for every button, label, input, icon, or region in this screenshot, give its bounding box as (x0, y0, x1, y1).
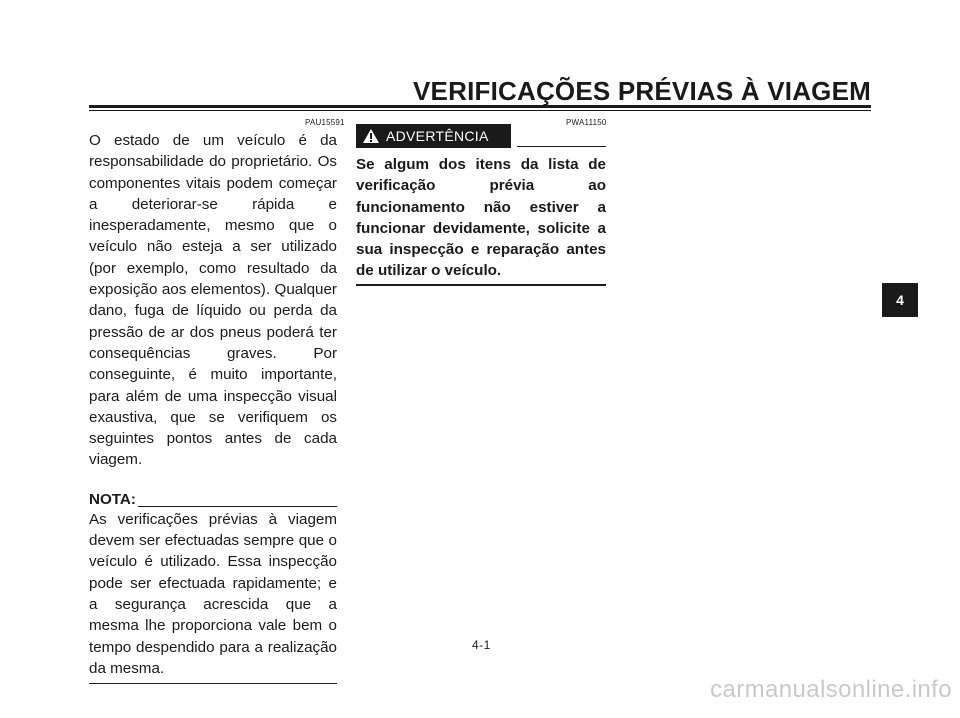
note-header (89, 491, 337, 509)
watermark: carmanualsonline.info (710, 676, 952, 703)
left-column (89, 130, 337, 684)
warning-badge (356, 124, 511, 148)
section-code-right: PWA11150 (566, 118, 607, 127)
warning-label: ADVERTÊNCIA (386, 128, 489, 144)
warning-header-rule (517, 146, 606, 147)
note-paragraph: As verificações prévias à viagem devem ser efectuadas sempre que o veículo é utilizado. Essa inspecção pode ser efectuada rapidamente; e a segurança acrescida que a mesma lhe proporciona vale bem o tempo despendido para a realização da mesma. (89, 510, 337, 677)
note-end-rule (89, 683, 337, 684)
warning-triangle-icon (356, 124, 386, 148)
note-label: NOTA: (89, 490, 136, 508)
chapter-tab: 4 (882, 283, 918, 317)
note-header-rule (138, 506, 337, 507)
page-title: VERIFICAÇÕES PRÉVIAS À VIAGEM (413, 76, 871, 106)
page-number: 4-1 (472, 638, 491, 652)
warning-header (356, 124, 606, 148)
warning-end-rule (356, 284, 606, 286)
title-rule-thin (89, 110, 871, 111)
intro-paragraph: O estado de um veículo é da responsabilidade do proprietário. Os componentes vitais podem começar a deteriorar-se rápida e inesperadamente, mesmo que o veículo não esteja a ser utilizado (por exemplo, como resultado da exposição aos elementos). Qualquer dano, fuga de líquido ou perda da pressão de ar dos pneus poderá ter consequências graves. Por conseguinte, é muito importante, para além de uma inspecção visual exaustiva, que se verifiquem os seguintes pontos antes de cada viagem. (89, 132, 337, 469)
title-rule-thick (89, 105, 871, 108)
warning-text: Se algum dos itens da lista de verificação prévia ao funcionamento não estiver a funcionar devidamente, solicite a sua inspecção e reparação antes de utilizar o veículo. (356, 156, 606, 280)
section-code-left: PAU15591 (305, 118, 345, 127)
right-column (356, 124, 606, 286)
